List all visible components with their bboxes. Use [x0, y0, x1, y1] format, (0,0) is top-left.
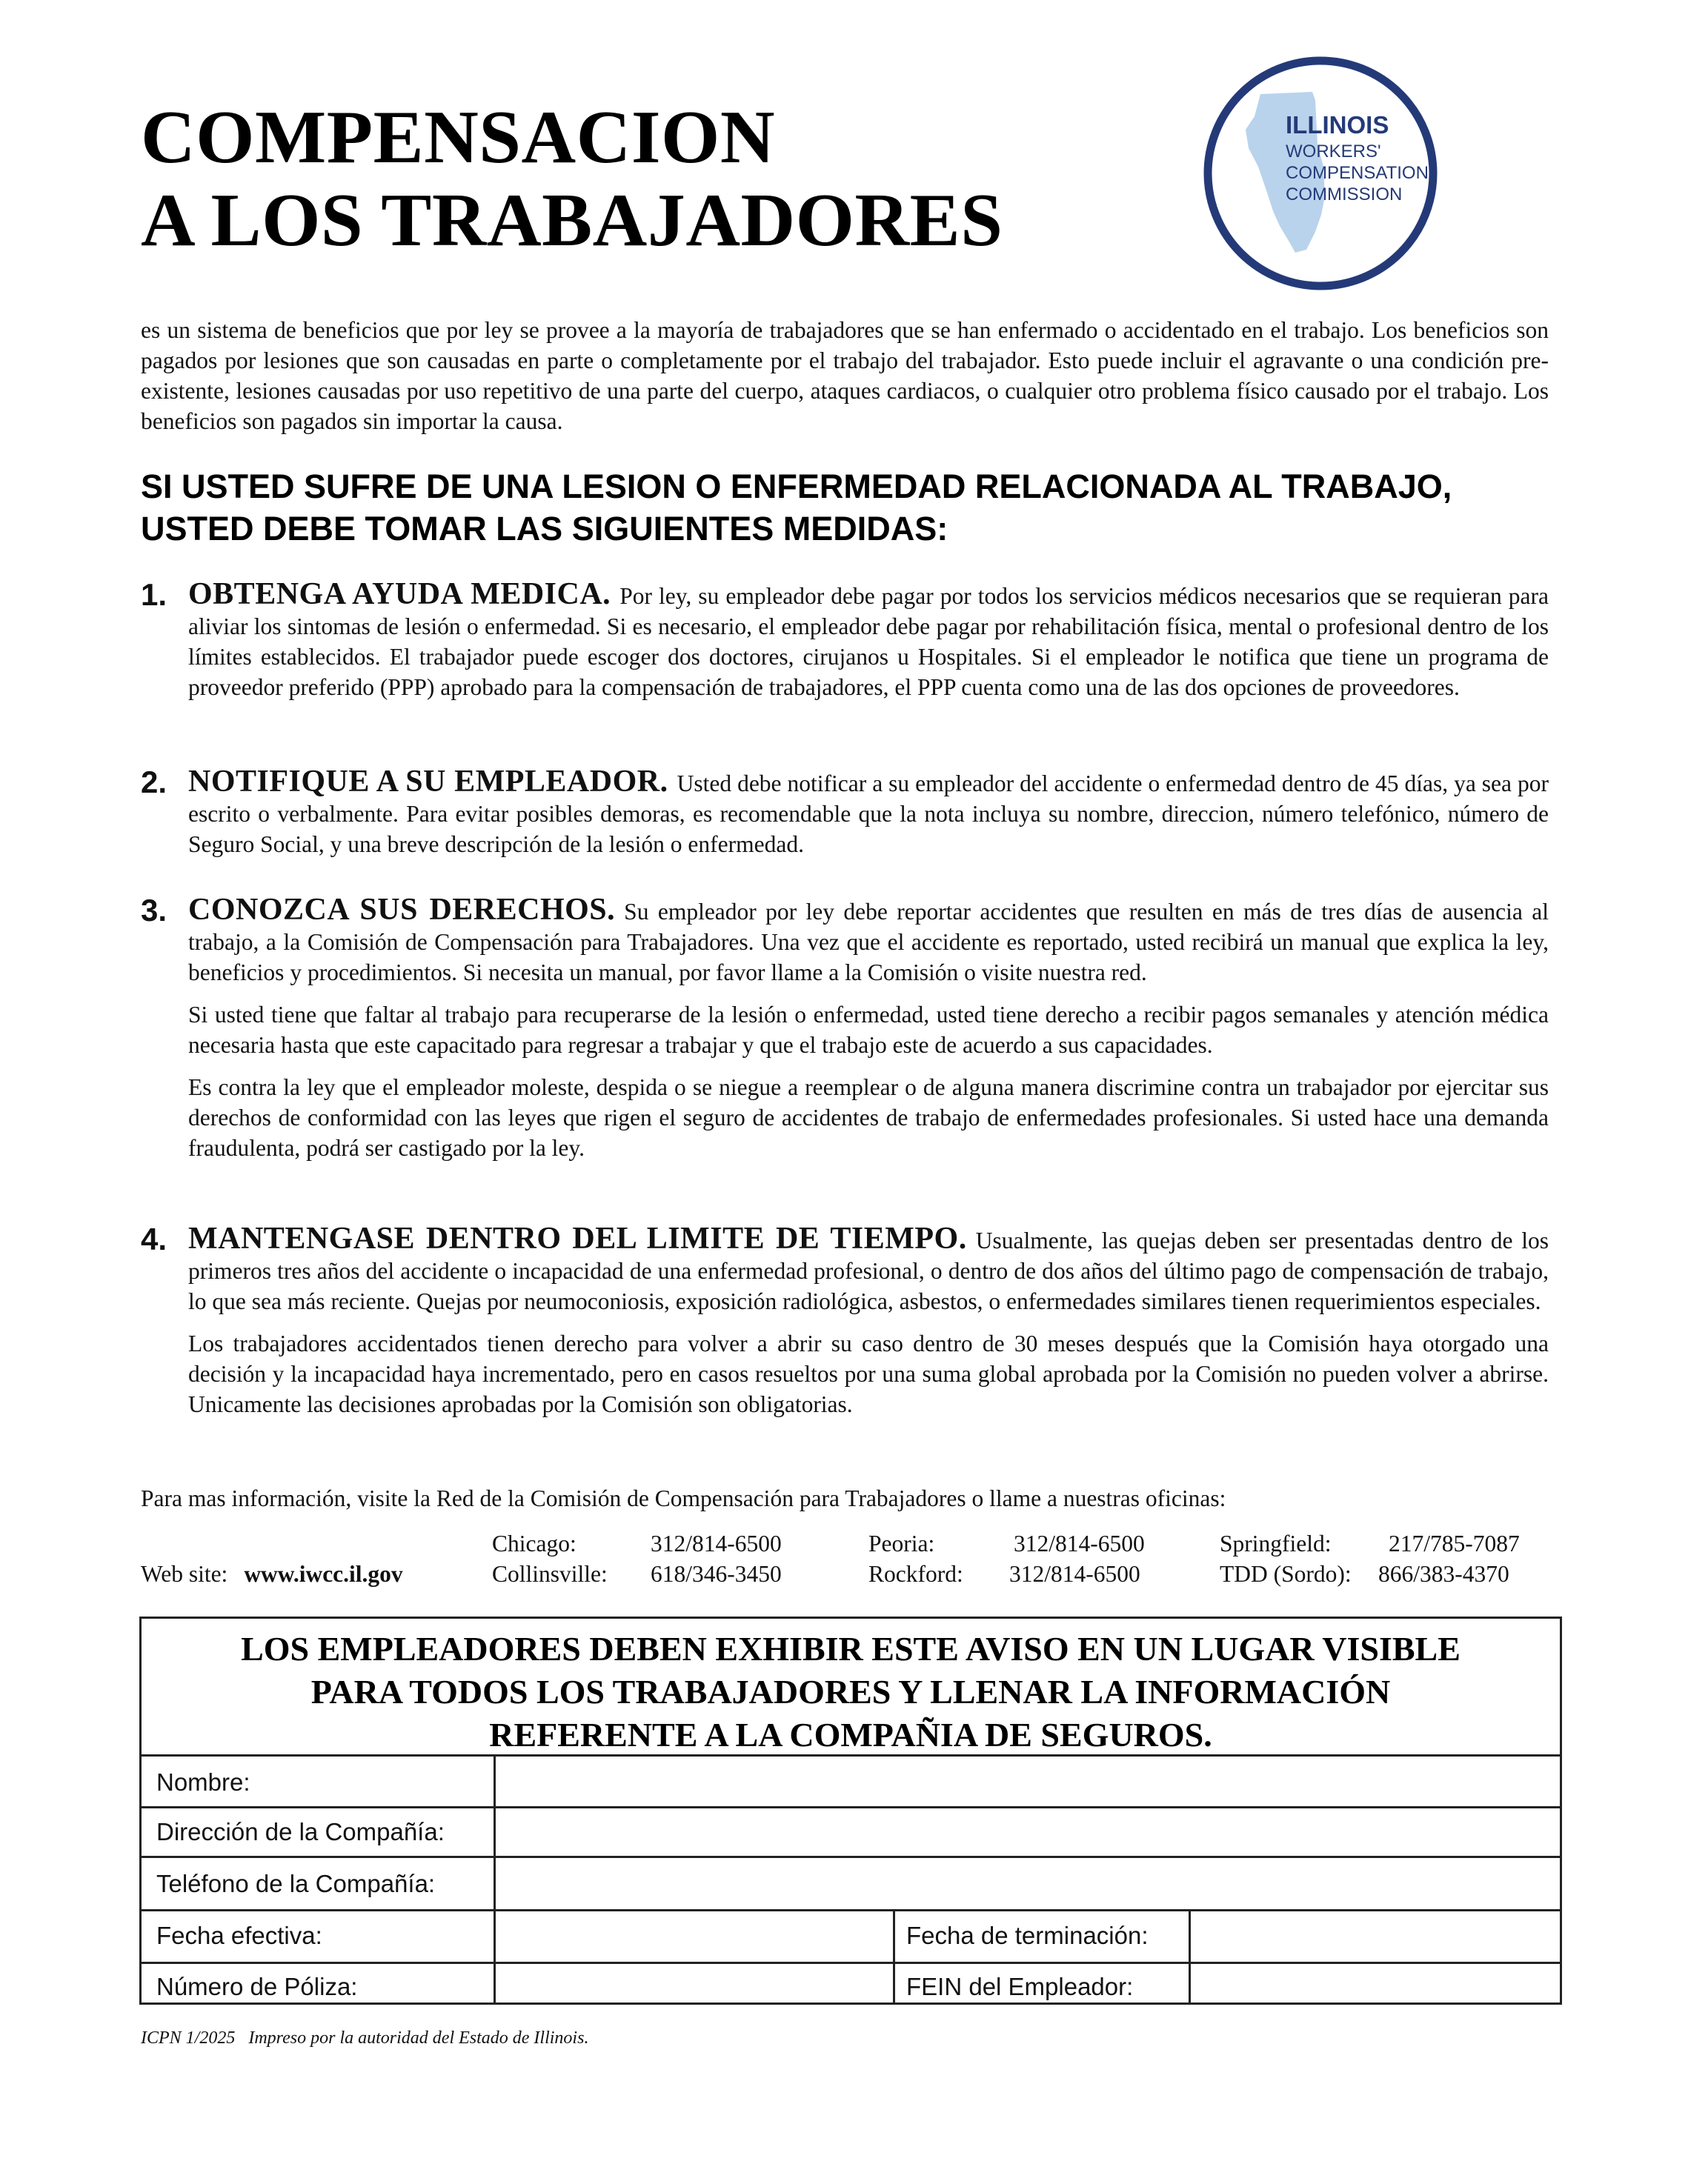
- form-code: ICPN 1/2025: [141, 2028, 236, 2048]
- office-contact: [868, 1528, 1194, 1559]
- office-contact: [492, 1559, 818, 1589]
- office-column-1: [492, 1528, 818, 1589]
- logo-text-commission: COMMISSION: [1286, 184, 1403, 204]
- notice-title: [142, 1628, 1560, 1757]
- step-number: 2.: [141, 765, 167, 799]
- effective-date-field[interactable]: [496, 1911, 893, 1962]
- logo-text-illinois: ILLINOIS: [1286, 111, 1389, 139]
- step-paragraph: [188, 1224, 1549, 1316]
- office-column-3: [1220, 1528, 1553, 1589]
- more-info-text: Para mas información, visite la Red de la Comisión de Compensación para Trabajadores o llame a nuestras oficinas:: [141, 1485, 1226, 1511]
- office-contact: [1220, 1528, 1553, 1559]
- step-extra-paragraph: Los trabajadores accidentados tienen derecho para volver a abrir su caso dentro de 30 meses después que la Comisión haya otorgado una decisión y la incapacidad haya incrementado, pero en casos resueltos por una suma global aprobada por la Comisión no pueden volver a abrirse. Unicamente las decisiones aprobadas por la Comisión son obligatorias.: [188, 1331, 1549, 1417]
- office-name: TDD (Sordo):: [1220, 1561, 1352, 1587]
- step-notify-employer: [141, 767, 1549, 859]
- step-number: 4.: [141, 1222, 167, 1256]
- company-address-label: Dirección de la Compañía:: [156, 1818, 445, 1845]
- step-text: Su empleador por ley debe reportar accidentes que resulten en más de tres días de ausencia al trabajo, a la Comisión de Compensación para Trabajadores. Una vez que el accidente es reportado, usted recibirá un manual que explica la ley, beneficios y procedimientos. Si necesita un manual, por favor llame a la Comisión o visite nuestra red.: [188, 899, 1549, 985]
- employer-fein-label: FEIN del Empleador:: [906, 1973, 1134, 2000]
- name-label: Nombre:: [156, 1768, 250, 1796]
- effective-date-label: Fecha efectiva:: [156, 1922, 322, 1949]
- page-title-line1: COMPENSACION: [141, 96, 776, 179]
- office-phone: 312/814-6500: [1009, 1561, 1140, 1587]
- insurance-info-form: [139, 1617, 1562, 2005]
- step-heading: CONOZCA SUS DERECHOS.: [188, 893, 616, 927]
- print-authority-note: Impreso por la autoridad del Estado de Illinois.: [248, 2028, 589, 2048]
- step-text: Usted debe notificar a su empleador del accidente o enfermedad dentro de 45 días, ya sea por escrito o verbalmente. Para evitar posibles demoras, es recomendable que la nota incluya su nombre, direccion, número telefónico, número de Seguro Social, y una breve descripción de la lesión o enfermedad.: [188, 770, 1549, 857]
- company-phone-field[interactable]: [496, 1858, 1560, 1909]
- footer: [141, 2027, 588, 2049]
- notice-title-line1: LOS EMPLEADORES DEBEN EXHIBIR ESTE AVISO EN UN LUGAR VISIBLE: [241, 1630, 1461, 1668]
- name-field[interactable]: [496, 1757, 1560, 1806]
- form-divider: [893, 1909, 895, 2005]
- step-heading: OBTENGA AYUDA MEDICA.: [188, 577, 611, 611]
- website-label: Web site:: [141, 1561, 228, 1587]
- office-contact: [492, 1528, 818, 1559]
- office-phone: 866/383-4370: [1378, 1561, 1509, 1587]
- office-phone: 312/814-6500: [1014, 1531, 1145, 1557]
- notice-title-line3: REFERENTE A LA COMPAÑIA DE SEGUROS.: [489, 1716, 1212, 1754]
- step-know-rights: [141, 895, 1549, 1163]
- step-medical-help: [141, 579, 1549, 702]
- notice-title-line2: PARA TODOS LOS TRABAJADORES Y LLENAR LA INFORMACIÓN: [310, 1673, 1391, 1711]
- logo-text-workers: WORKERS': [1286, 142, 1381, 162]
- company-phone-label: Teléfono de la Compañía:: [156, 1870, 436, 1897]
- office-phone: 312/814-6500: [651, 1531, 782, 1557]
- office-name: Rockford:: [868, 1561, 963, 1587]
- policy-number-field[interactable]: [496, 1964, 893, 2005]
- office-phone: 217/785-7087: [1389, 1531, 1520, 1557]
- website-link[interactable]: www.iwcc.il.gov: [244, 1561, 403, 1587]
- step-number: 1.: [141, 577, 167, 612]
- page-title-line2: A LOS TRABAJADORES: [141, 179, 1003, 262]
- office-name: Collinsville:: [492, 1561, 608, 1587]
- step-paragraph: [188, 895, 1549, 988]
- intro-paragraph: es un sistema de beneficios que por ley se provee a la mayoría de trabajadores que se han enfermado o accidentado en el trabajo. Los beneficios son pagados por lesiones que son causadas en parte o completamente por el trabajo del trabajador. Esto puede incluir el agravante o una condición pre-existente, lesiones causadas por uso repetitivo de una parte del cuerpo, ataques cardiacos, o cualquier otro problema físico causado por el trabajo. Los beneficios son pagados sin importar la causa.: [141, 317, 1549, 434]
- step-text: Usualmente, las quejas deben ser presentadas dentro de los primeros tres años del accidente o incapacidad de una enfermedad profesional, o dentro de dos años del último pago de compensación de trabajo, lo que sea más reciente. Quejas por neumoconiosis, exposición radiológica, asbestos, o enfermedades similares tienen requerimientos especiales.: [188, 1228, 1549, 1314]
- logo-text-compensation: COMPENSATION: [1286, 163, 1429, 183]
- website: [141, 1559, 403, 1589]
- step-text: Por ley, su empleador debe pagar por todos los servicios médicos necesarios que se requieran para aliviar los sintomas de lesión o enfermedad. Si es necesario, el empleador debe pagar por rehabilitación física, mental o profesional dentro de los límites establecidos. El trabajador puede escoger dos doctores, cirujanos u Hospitales. Si el empleador le notifica que tiene un programa de proveedor preferido (PPP) aprobado para la compensación de trabajadores, el PPP cuenta como una de las dos opciones de proveedores.: [188, 583, 1549, 700]
- policy-number-label: Número de Póliza:: [156, 1973, 358, 2000]
- iwcc-logo: [1203, 56, 1438, 291]
- step-extra-paragraph: Si usted tiene que faltar al trabajo para recuperarse de la lesión o enfermedad, usted tiene derecho a recibir pagos semanales y atención médica necesaria hasta que este capacitado para regresar a trabajar y que el trabajo este de acuerdo a sus capacidades.: [188, 1002, 1549, 1058]
- step-extra-paragraph: Es contra la ley que el empleador moleste, despida o se niegue a reemplear o de alguna manera discrimine contra un trabajador por ejercitar sus derechos de conformidad con las leyes que rigen el seguro de accidentes de trabajo de enfermedades profesionales. Si usted hace una demanda fraudulenta, podrá ser castigado por la ley.: [188, 1074, 1549, 1161]
- step-heading: NOTIFIQUE A SU EMPLEADOR.: [188, 765, 668, 799]
- office-name: Chicago:: [492, 1531, 576, 1557]
- employer-fein-field[interactable]: [1191, 1964, 1560, 2005]
- instructions-heading: SI USTED SUFRE DE UNA LESION O ENFERMEDAD RELACIONADA AL TRABAJO, USTED DEBE TOMAR LAS SIGUIENTES MEDIDAS:: [141, 467, 1452, 547]
- termination-date-field[interactable]: [1191, 1911, 1560, 1962]
- step-heading: MANTENGASE DENTRO DEL LIMITE DE TIEMPO.: [188, 1222, 967, 1256]
- termination-date-label: Fecha de terminación:: [906, 1922, 1149, 1949]
- page-title: [141, 96, 1003, 262]
- office-name: Peoria:: [868, 1531, 935, 1557]
- company-address-field[interactable]: [496, 1808, 1560, 1856]
- office-contact: [1220, 1559, 1553, 1589]
- step-paragraph: [188, 767, 1549, 859]
- step-time-limit: [141, 1224, 1549, 1419]
- step-paragraph: [188, 579, 1549, 702]
- office-phone: 618/346-3450: [651, 1561, 782, 1587]
- office-contact: [868, 1559, 1194, 1589]
- office-column-2: [868, 1528, 1194, 1589]
- step-number: 3.: [141, 893, 167, 928]
- office-name: Springfield:: [1220, 1531, 1332, 1557]
